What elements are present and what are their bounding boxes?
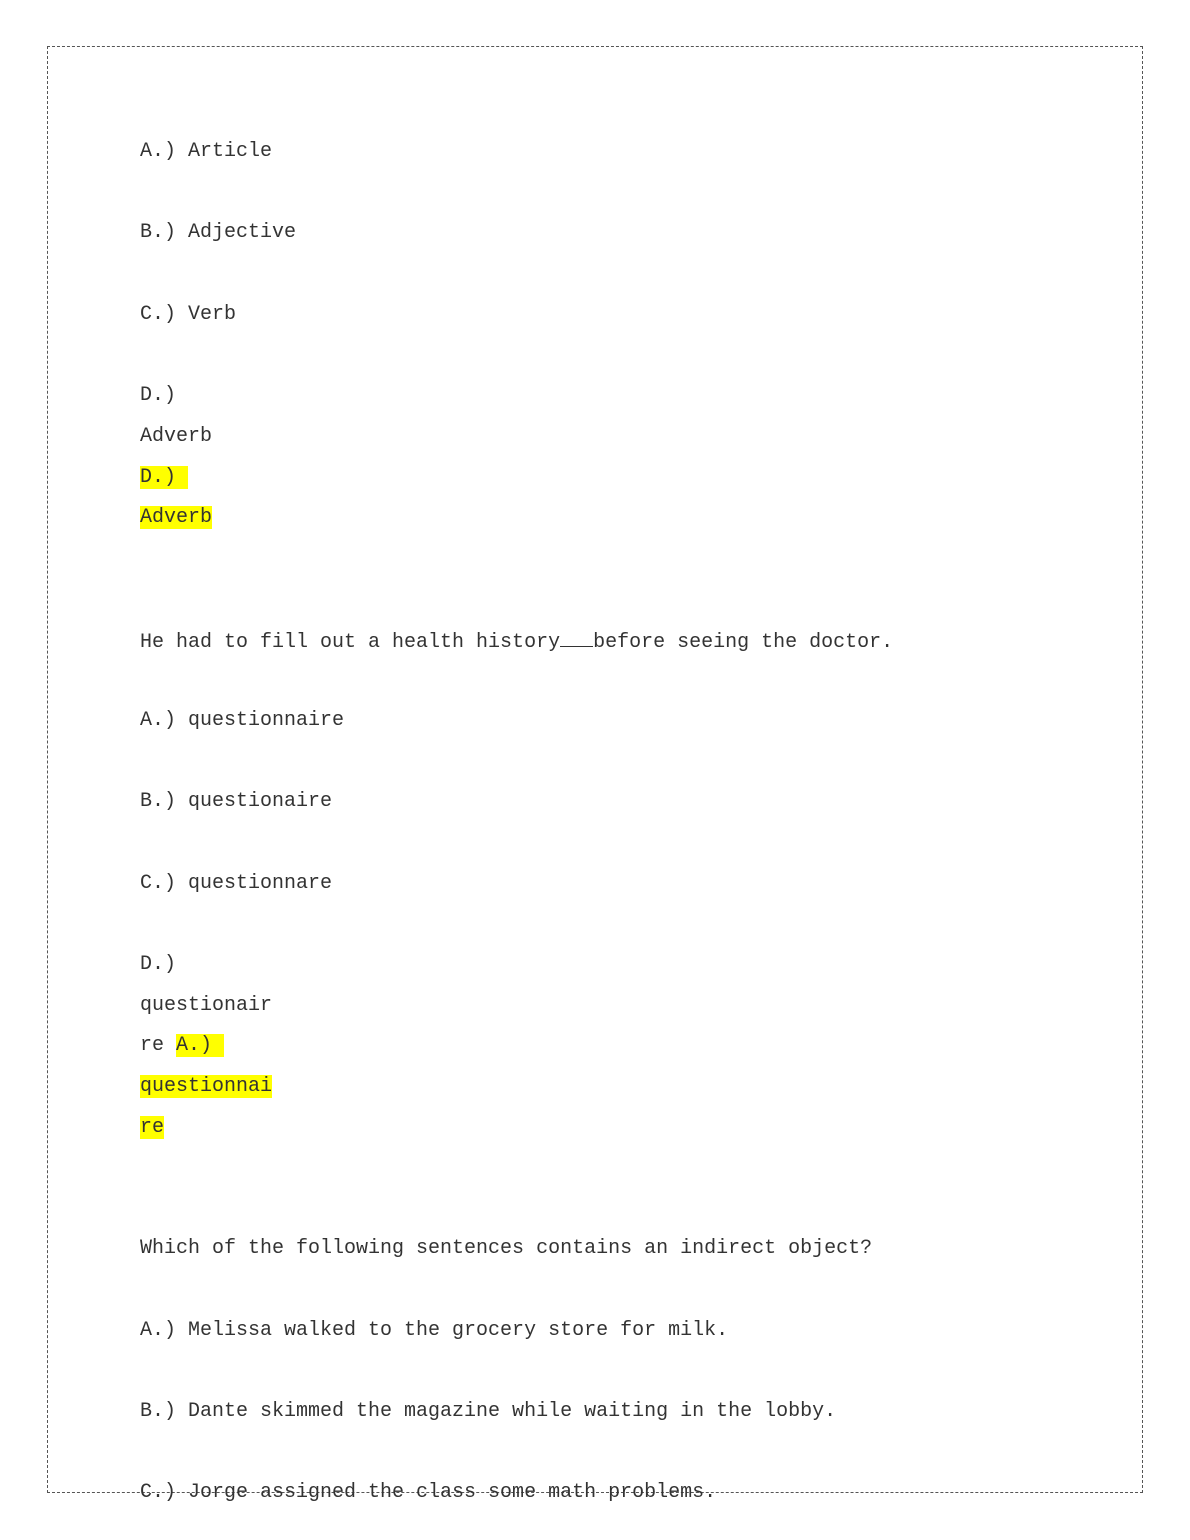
q2-option-d-text-line2: re [140, 1034, 165, 1057]
q2-answer-text-line1-row [140, 1075, 272, 1099]
q1-option-d-label: D.) [140, 384, 177, 407]
q2-answer-text-line2-row [140, 1116, 164, 1140]
q2-option-d-label: D.) [140, 953, 177, 976]
q1-option-c: C.) Verb [140, 303, 237, 326]
q1-option-a: A.) Article [140, 140, 273, 163]
q2-option-b: B.) questionaire [140, 790, 333, 813]
q3-option-b: B.) Dante skimmed the magazine while waiting in the lobby. [140, 1400, 837, 1423]
q1-option-b: B.) Adjective [140, 221, 297, 244]
q1-option-d-text: Adverb [140, 425, 213, 448]
q2-answer-text-line2: re [140, 1116, 165, 1139]
q1-answer-text [140, 506, 212, 530]
q2-prompt-blank [560, 628, 593, 647]
q1-answer-text-highlight: Adverb [140, 506, 213, 529]
q3-prompt: Which of the following sentences contains an indirect object? [140, 1237, 873, 1260]
q2-option-c: C.) questionnare [140, 872, 333, 895]
q1-answer-label [140, 466, 188, 490]
q3-option-a: A.) Melissa walked to the grocery store for milk. [140, 1319, 729, 1342]
page-border [47, 46, 1143, 1493]
q2-option-a: A.) questionnaire [140, 709, 345, 732]
q2-prompt-after: before seeing the doctor. [593, 631, 894, 654]
q2-answer-label: A.) [176, 1034, 213, 1057]
q3-option-c: C.) Jorge assigned the class some math problems. [140, 1481, 717, 1504]
q2-prompt-before: He had to fill out a health history [140, 631, 561, 654]
q2-prompt [140, 628, 893, 655]
q1-answer-label-highlight: D.) [140, 466, 177, 489]
q2-option-d-line2-with-answer [140, 1034, 224, 1058]
q2-option-d-text-line1: questionair [140, 994, 273, 1017]
q2-answer-text-line1: questionnai [140, 1075, 273, 1098]
q2-answer-label-pad [212, 1034, 224, 1057]
q1-answer-label-pad [176, 466, 188, 489]
